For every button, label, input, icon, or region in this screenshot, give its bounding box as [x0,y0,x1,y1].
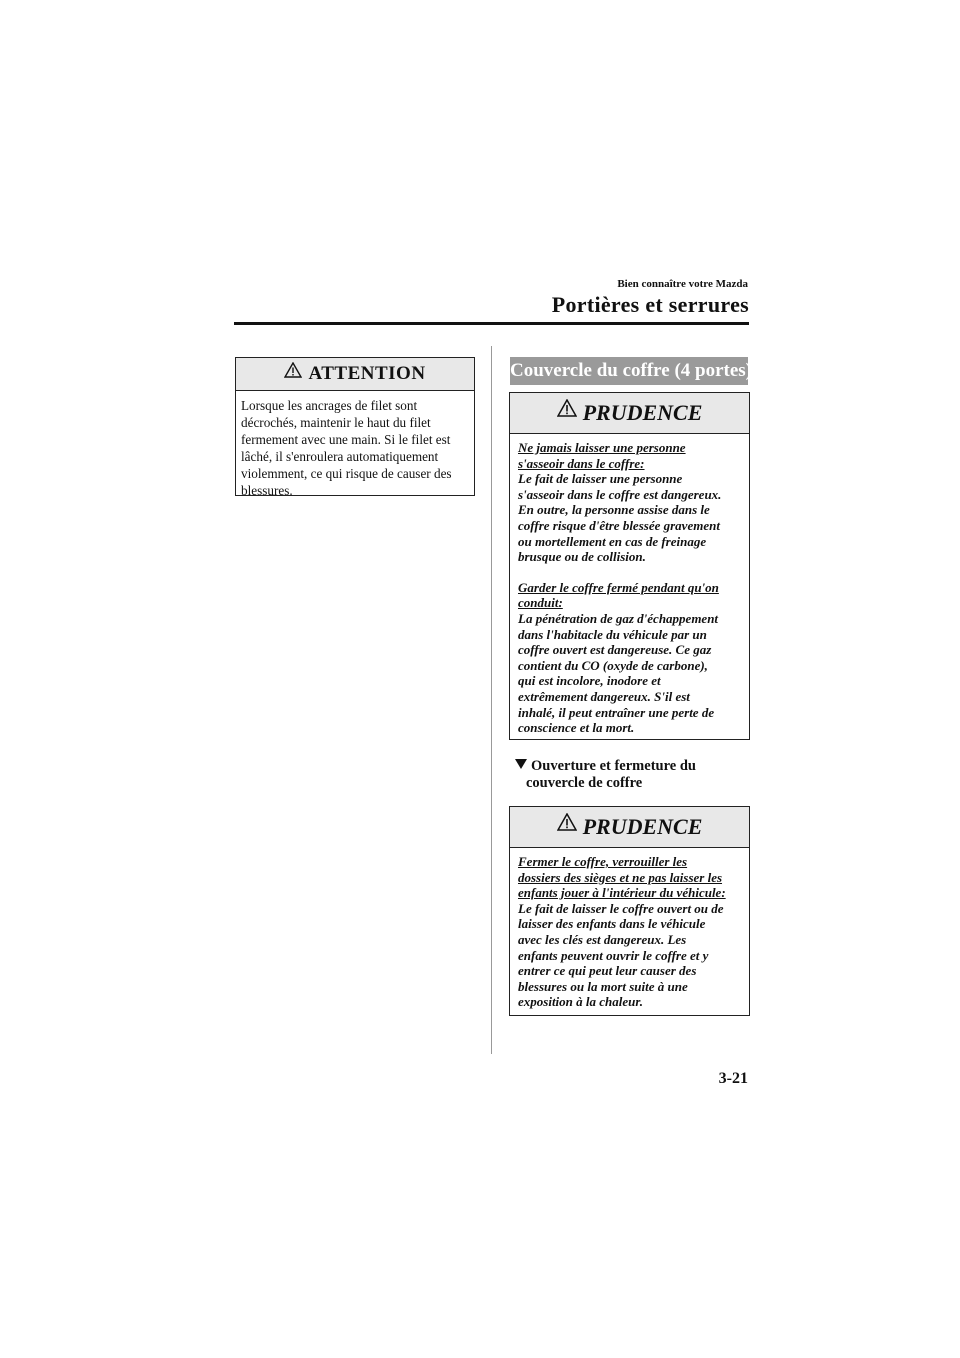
para-line: exposition à la chaleur. [518,994,643,1010]
page-number: 3-21 [718,1070,748,1087]
page-title: Portières et serrures [551,292,749,317]
prudence-body [510,848,749,1010]
para-line: Le fait de laisser le coffre ouvert ou de [518,900,724,916]
header-rule [234,322,749,325]
prudence-header [510,807,749,848]
para-line: coffre risque d'être blessée gravement [518,517,720,533]
header-subtitle: Bien connaître votre Mazda [617,278,748,290]
para-line: s'asseoir dans le coffre est dangereux. [518,486,722,502]
para-line: entrer ce qui peut leur causer des [518,963,697,979]
prudence-heading: PRUDENCE [582,400,703,426]
warning-icon [557,807,577,847]
para-title: Ne jamais laisser une personne [518,440,686,455]
para-line: avec les clés est dangereux. Les [518,931,687,947]
attention-heading: ATTENTION [308,363,426,385]
para-line: dans l'habitacle du véhicule par un [518,626,707,642]
section-title-bar: Couvercle du coffre (4 portes) [510,357,748,385]
warning-icon [557,393,577,433]
attention-line: lâché, il s'enroulera automatiquement [241,449,439,464]
para-title: conduit: [518,595,563,611]
attention-line: décrochés, maintenir le haut du filet [241,415,431,430]
prudence-heading: PRUDENCE [582,814,703,840]
prudence-header [510,393,749,434]
para-line: brusque ou de collision. [518,549,646,565]
attention-line: violemment, ce qui risque de causer des [241,466,452,481]
para-line: La pénétration de gaz d'échappement [518,610,719,626]
triangle-bullet-icon [515,759,527,769]
para-title: enfants jouer à l'intérieur du véhicule: [518,885,726,901]
para-line: ou mortellement en cas de freinage [518,533,707,549]
para-line: extrêmement dangereux. S'il est [518,688,690,704]
para-title: s'asseoir dans le coffre: [518,455,645,471]
attention-body [236,391,474,499]
subsection-line: Ouverture et fermeture du [531,758,696,774]
attention-line: Lorsque les ancrages de filet sont [241,398,418,413]
attention-line: fermement avec une main. Si le filet est [241,432,451,447]
subsection-line: couvercle de coffre [526,775,643,791]
para-title: dossiers des sièges et ne pas laisser les [518,869,723,885]
prudence-body [510,434,749,736]
para-line: Le fait de laisser une personne [518,471,683,487]
para-line: contient du CO (oxyde de carbone), [518,657,708,673]
prudence-box-1 [509,392,750,740]
attention-line: blessures. [241,483,293,498]
para-line: conscience et la mort. [518,720,635,736]
prudence-box-2 [509,806,750,1016]
para-line: blessures ou la mort suite à une [518,978,688,994]
para-title: Garder le coffre fermé pendant qu'on [518,579,719,595]
warning-icon [284,358,302,390]
para-line: laisser des enfants dans le véhicule [518,916,706,932]
para-line: inhalé, il peut entraîner une perte de [518,704,715,720]
column-divider [491,346,492,1054]
attention-header [236,358,474,391]
para-line: coffre ouvert est dangereuse. Ce gaz [518,642,712,658]
para-line: qui est incolore, inodore et [518,673,661,689]
para-title: Fermer le coffre, verrouiller les [518,854,688,869]
para-line: enfants peuvent ouvrir le coffre et y [518,947,709,963]
attention-box [235,357,475,496]
subsection-heading [515,758,745,792]
para-line: En outre, la personne assise dans le [518,502,710,518]
